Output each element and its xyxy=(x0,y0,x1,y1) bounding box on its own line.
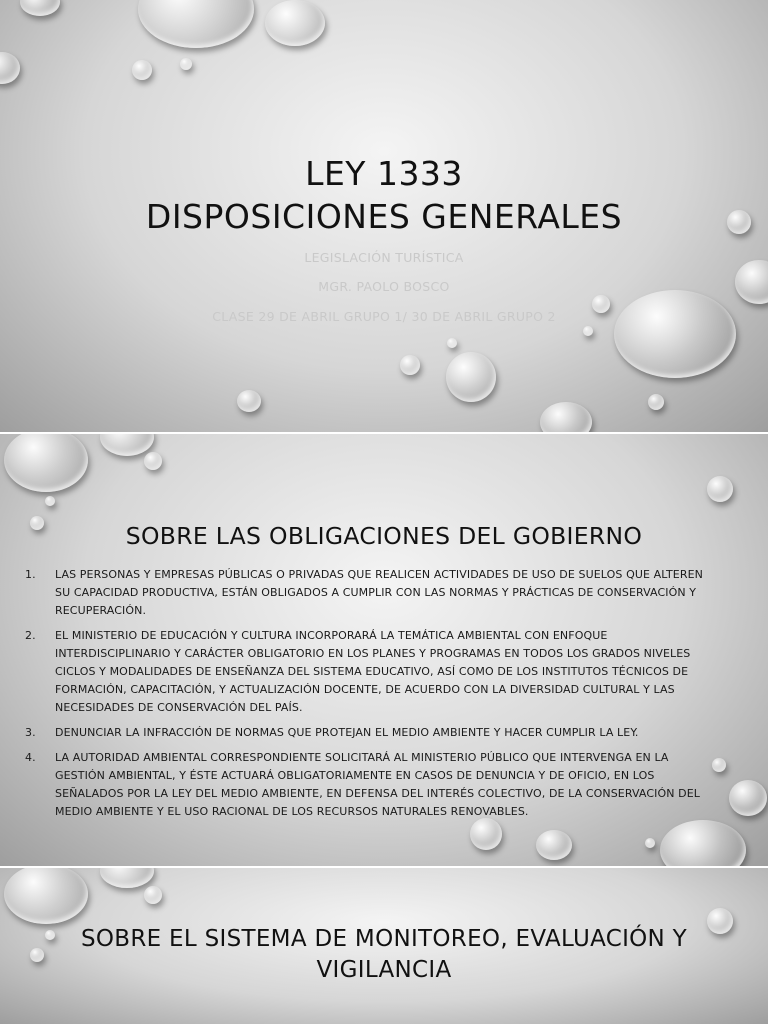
section-title-line1: SOBRE EL SISTEMA DE MONITOREO, EVALUACIÓN Y xyxy=(80,926,688,952)
water-drop-decoration xyxy=(138,0,254,48)
list-item: 4. LA AUTORIDAD AMBIENTAL CORRESPONDIENTE SOLICITARÁ AL MINISTERIO PÚBLICO QUE INTERVENGA EN LA GESTIÓN AMBIENTAL, Y ÉSTE ACTUARÁ OBLIGATORIAMENTE EN CASOS DE DENUNCIA Y DE OFICIO, EN LOS SEÑALADOS POR LA LEY DEL MEDIO AMBIENTE, EN DEFENSA DEL INTERÉS COLECTIVO, DE LA CONSERVACIÓN DEL MEDIO AMBIENTE Y EL USO RACIONAL DE LOS RECURSOS NATURALES RENOVABLES. xyxy=(25,751,701,818)
list-item: 2. EL MINISTERIO DE EDUCACIÓN Y CULTURA INCORPORARÁ LA TEMÁTICA AMBIENTAL CON ENFOQUE INTERDISCIPLINARIO Y CARÁCTER OBLIGATORIO EN LOS PLANES Y PROGRAMAS EN TODOS LOS GRADOS NIVELES CICLOS Y MODALIDADES DE ENSEÑANZA DEL SISTEMA EDUCATIVO, ASÍ COMO DE LOS INSTITUTOS TÉCNICOS DE FORMACIÓN, CAPACITACIÓN, Y ACTUALIZACIÓN DOCENTE, DE ACUERDO CON LA DIVERSIDAD CULTURAL Y LAS NECESIDADES DE CONSERVACIÓN DEL PAÍS. xyxy=(25,629,691,714)
water-drop-decoration xyxy=(540,402,592,432)
water-drop-decoration xyxy=(4,868,88,924)
water-drop-decoration xyxy=(100,868,154,888)
water-drop-decoration xyxy=(583,326,593,336)
water-drop-decoration xyxy=(645,838,655,848)
water-drop-decoration xyxy=(0,52,20,84)
water-drop-decoration xyxy=(729,780,767,816)
water-drop-decoration xyxy=(45,496,55,506)
water-drop-decoration xyxy=(4,434,88,492)
water-drop-decoration xyxy=(144,452,162,470)
list-item: 1. LAS PERSONAS Y EMPRESAS PÚBLICAS O PRIVADAS QUE REALICEN ACTIVIDADES DE USO DE SUELOS QUE ALTEREN SU CAPACIDAD PRODUCTIVA, ESTÁN OBLIGADOS A CUMPLIR CON LAS NORMAS Y PRÁCTICAS DE CONSERVACIÓN Y RECUPERACIÓN. xyxy=(25,568,703,617)
subtitle-teacher: MGR. PAOLO BOSCO xyxy=(318,279,450,294)
list-item: 3. DENUNCIAR LA INFRACCIÓN DE NORMAS QUE PROTEJAN EL MEDIO AMBIENTE Y HACER CUMPLIR LA LEY. xyxy=(25,726,639,739)
water-drop-decoration xyxy=(707,476,733,502)
water-drop-decoration xyxy=(446,352,496,402)
water-drop-decoration xyxy=(400,355,420,375)
slide-obligations xyxy=(0,434,768,866)
slide-title xyxy=(0,0,768,432)
water-drop-decoration xyxy=(614,290,736,378)
water-drop-decoration xyxy=(648,394,664,410)
water-drop-decoration xyxy=(180,58,192,70)
water-drop-decoration xyxy=(712,758,726,772)
water-drop-decoration xyxy=(237,390,261,412)
page-title-line1: LEY 1333 xyxy=(305,154,463,193)
water-drop-decoration xyxy=(536,830,572,860)
section-title-line2: VIGILANCIA xyxy=(316,957,452,983)
slide-monitoring xyxy=(0,868,768,1024)
subtitle-course: LEGISLACIÓN TURÍSTICA xyxy=(304,250,464,265)
water-drop-decoration xyxy=(265,0,325,46)
subtitle-class: CLASE 29 DE ABRIL GRUPO 1/ 30 DE ABRIL GRUPO 2 xyxy=(212,309,556,324)
water-drop-decoration xyxy=(132,60,152,80)
water-drop-decoration xyxy=(20,0,60,16)
water-drop-decoration xyxy=(447,338,457,348)
obligations-list xyxy=(25,566,705,828)
section-title: SOBRE LAS OBLIGACIONES DEL GOBIERNO xyxy=(125,522,643,550)
page-title-line2: DISPOSICIONES GENERALES xyxy=(145,197,623,236)
water-drop-decoration xyxy=(144,886,162,904)
water-drop-decoration xyxy=(100,434,154,456)
